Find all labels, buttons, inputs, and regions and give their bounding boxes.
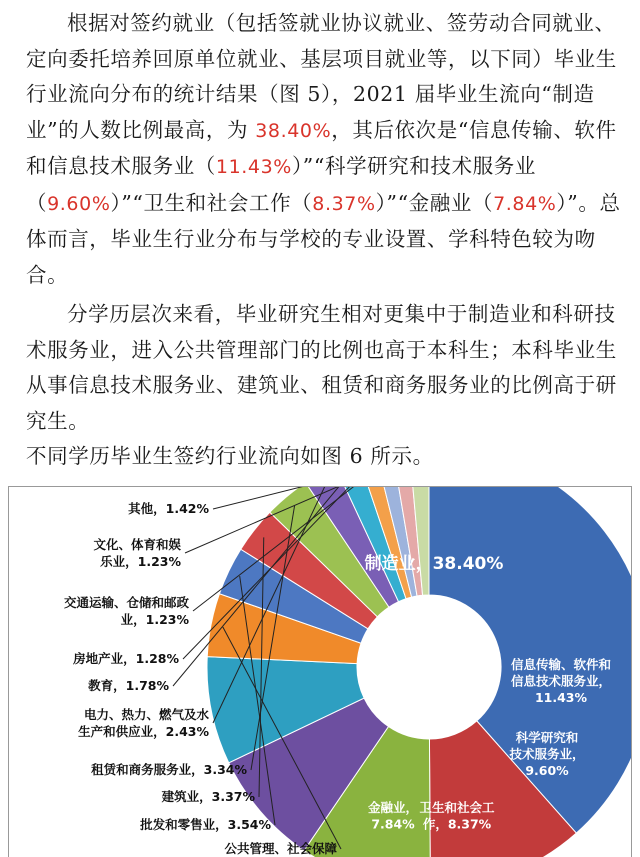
slice-data-label: 教育，1.78% — [88, 678, 169, 693]
slice-data-label: 电力、热力、燃气及水生产和供应业，2.43% — [78, 707, 209, 739]
text-span: ）”“卫生和社会工作（ — [110, 190, 313, 215]
text-span: 根据对签约就业（包括签就业协议就业、签劳动合同就业、定向委托培养回原单位就业、基层项目就业等，以下同）毕业生行业流向分布的统计结果（图 5），2021 届毕业生流向“制造业”的人数比例最高，为 — [26, 11, 617, 142]
text-span: ）”“科学研究和技术服务业（ — [26, 154, 536, 215]
slice-data-label: 其他，1.42% — [128, 501, 209, 516]
slice-data-label: 批发和零售业，3.54% — [140, 817, 271, 832]
slice-data-label: 金融业， 7.84% — [367, 800, 419, 832]
highlight-value: 38.40% — [255, 119, 332, 142]
slice-data-label: 文化、体育和娱乐业，1.23% — [93, 537, 181, 569]
industry-donut-chart — [8, 486, 632, 857]
chart-svg — [9, 487, 632, 857]
paragraph-figure-reference: 不同学历毕业生签约行业流向如图 6 所示。 — [26, 444, 434, 468]
highlight-value: 11.43% — [215, 156, 292, 178]
document-text — [26, 6, 622, 475]
slice-data-label: 制造业，38.40% — [364, 554, 504, 574]
text-span: ）”“金融业（ — [375, 190, 494, 215]
slice-data-label: 卫生和社会工作，8.37% — [419, 800, 495, 832]
slice-data-label: 交通运输、仓储和邮政业，1.23% — [63, 595, 189, 627]
highlight-value: 8.37% — [312, 192, 376, 215]
slice-data-label: 房地产业，1.28% — [73, 651, 179, 666]
highlight-value: 7.84% — [493, 192, 557, 215]
slice-data-label: 租赁和商务服务业，3.34% — [91, 762, 247, 777]
text-span: ，其后依次是“信息传输、软件和信息技术服务业（ — [26, 117, 617, 178]
paragraph-degree-comparison: 分学历层次来看，毕业研究生相对更集中于制造业和科研技术服务业，进入公共管理部门的比例也高于本科生；本科毕业生从事信息技术服务业、建筑业、租赁和商务服务业的比例高于研究生。 — [26, 302, 617, 433]
text-span: ）”。总体而言，毕业生行业分布与学校的专业设置、学科特色较为吻合。 — [26, 190, 621, 287]
highlight-value: 9.60% — [47, 192, 111, 215]
slice-data-label: 科学研究和技术服务业， 9.60% — [509, 730, 585, 778]
slice-data-label: 公共管理、社会保障 — [224, 841, 337, 856]
slice-data-label: 信息传输、软件和信息技术服务业， 11.43% — [510, 657, 612, 705]
paragraph-industry-flow — [26, 6, 622, 293]
slice-data-label: 建筑业，3.37% — [161, 789, 255, 804]
